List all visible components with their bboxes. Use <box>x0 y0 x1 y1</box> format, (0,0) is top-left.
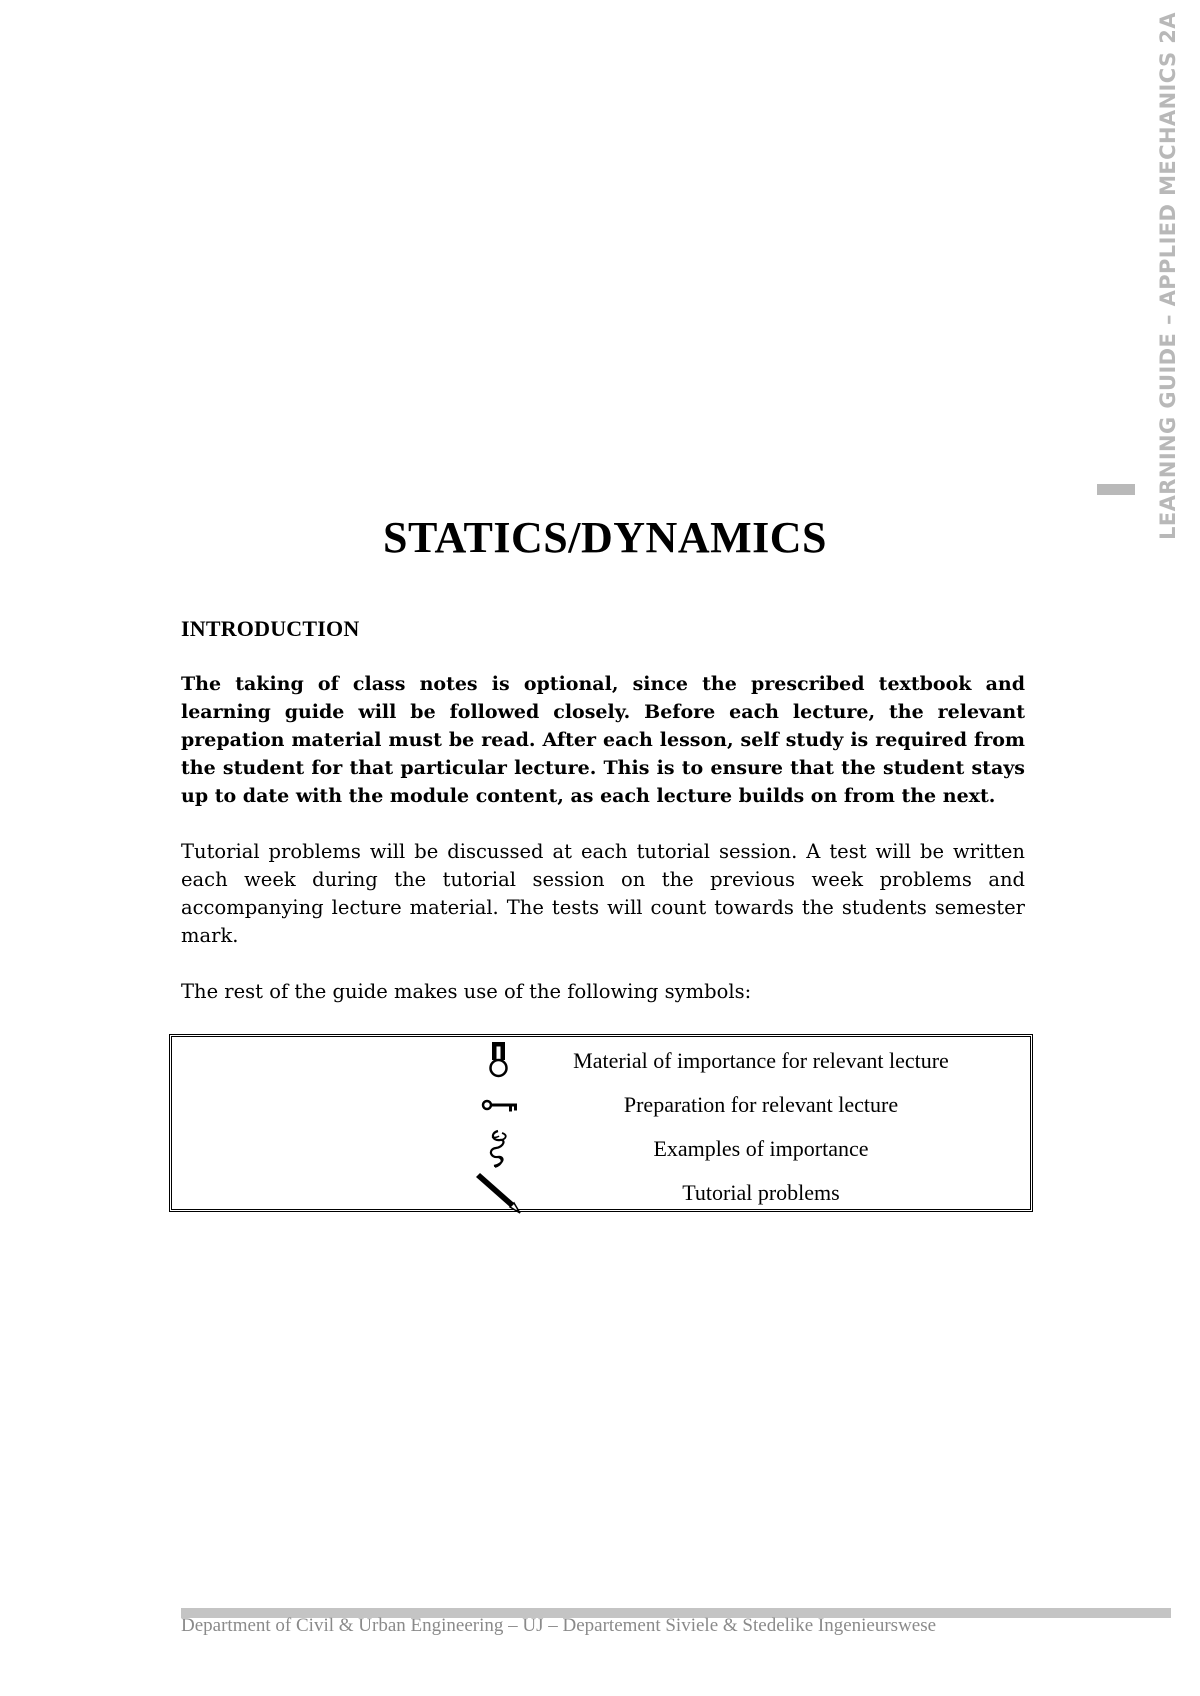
document-title: STATICS/DYNAMICS <box>382 513 827 562</box>
section-heading: INTRODUCTION <box>181 616 360 641</box>
symbol-label: Examples of importance <box>653 1136 869 1161</box>
tutorial-paragraph: Tutorial problems will be discussed at each tutorial session. A test will be written each week during the tutorial session on the previous week problems and accompanying lecture material. The tests will count towards the students semester mark. <box>181 840 1025 947</box>
side-banner-title: LEARNING GUIDE – APPLIED MECHANICS 2A <box>1156 11 1180 540</box>
notes-paragraph: The taking of class notes is optional, since the prescribed textbook and learning guide will be followed closely. Before each lecture, the relevant prepation material must be read. After each lesson, self study is required from the student for that particular lecture. This is to ensure that the student stays up to date with the module content, as each lecture builds on from the next. <box>181 673 1025 807</box>
symbols-table <box>169 1034 1033 1212</box>
symbol-row-pencil <box>172 1171 1030 1215</box>
symbol-label: Preparation for relevant lecture <box>623 1092 899 1117</box>
symbol-label: Tutorial problems <box>682 1180 840 1205</box>
symbols-intro-paragraph: The rest of the guide makes use of the following symbols: <box>181 980 752 1003</box>
symbol-row-medal <box>172 1039 1030 1083</box>
symbol-row-scroll <box>172 1127 1030 1171</box>
side-banner <box>1154 8 1182 543</box>
side-banner-marker <box>1097 484 1135 495</box>
symbol-row-key <box>172 1083 1030 1127</box>
symbol-label: Material of importance for relevant lecture <box>573 1048 949 1073</box>
footer-text: Department of Civil & Urban Engineering – UJ – Departement Siviele & Stedelike Ingenieurswese <box>181 1615 937 1636</box>
